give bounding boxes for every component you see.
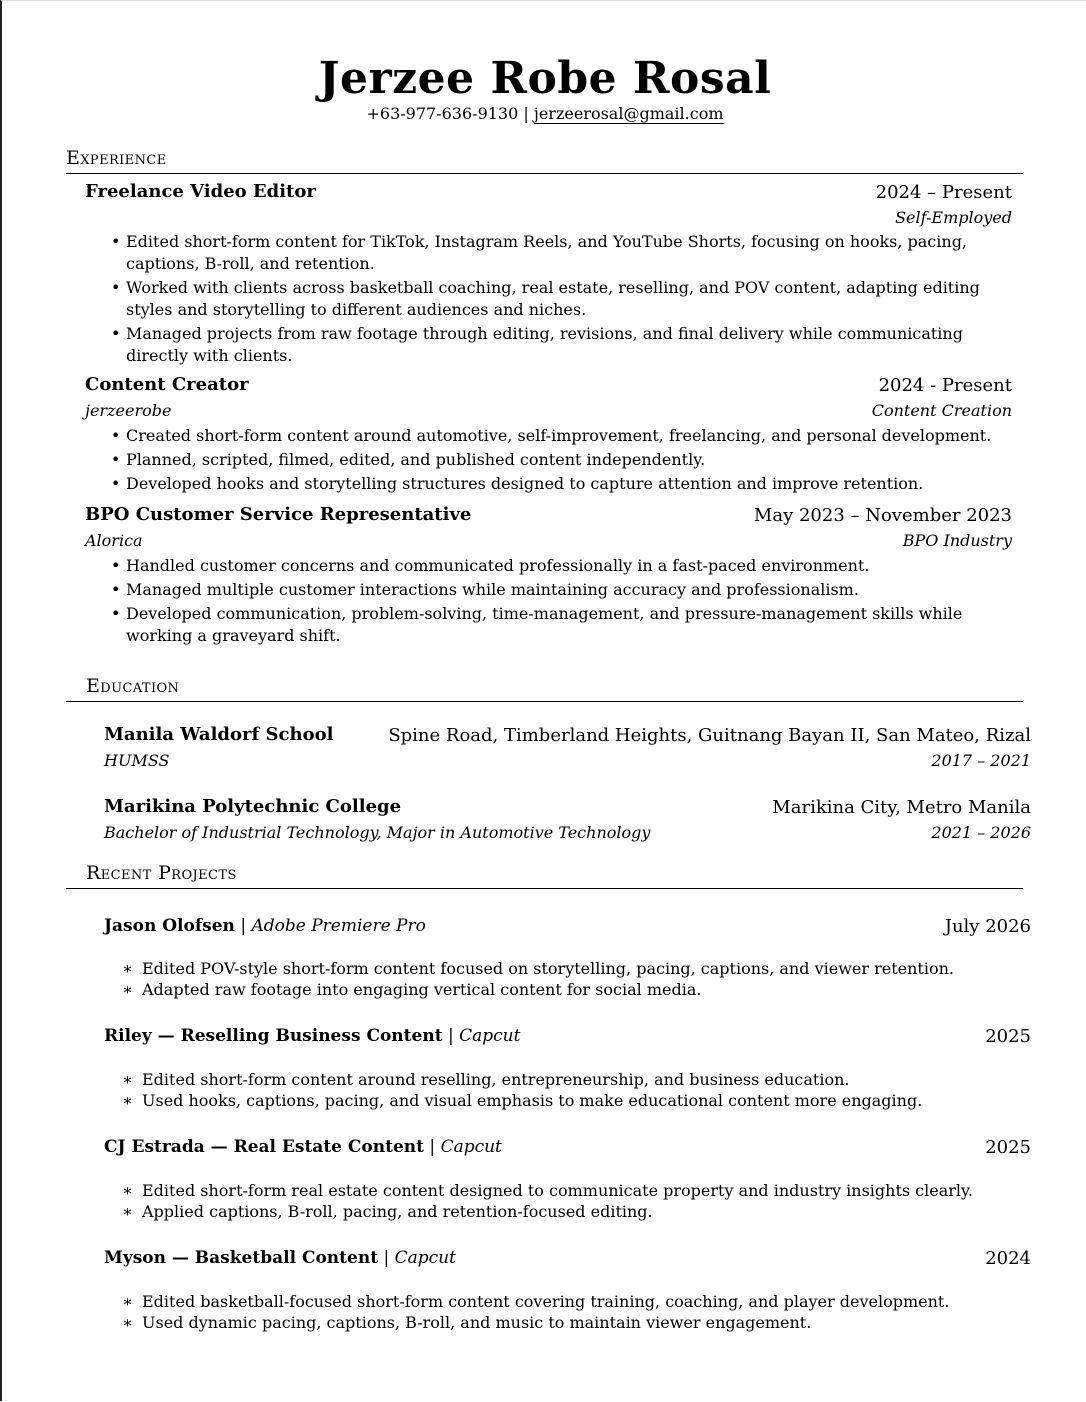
section-title-projects: Recent Projects	[86, 862, 237, 884]
job-meta: Content Creation	[871, 401, 1012, 420]
project-heading: CJ Estrada — Real Estate Content | Capcut	[104, 1137, 502, 1157]
bullet-item: • Managed projects from raw footage through editing, revisions, and final delivery while communicating directly with clients.	[108, 323, 1028, 367]
section-rule	[66, 173, 1023, 174]
contact-line	[2, 104, 1086, 123]
project-heading: Riley — Reselling Business Content | Capcut	[104, 1026, 521, 1046]
bullet-item: • Developed hooks and storytelling structures designed to capture attention and improve retention.	[108, 473, 1028, 495]
bullet-item: • Managed multiple customer interactions while maintaining accuracy and professionalism.	[108, 579, 1028, 601]
job-meta: BPO Industry	[902, 531, 1012, 550]
project-tool: Capcut	[459, 1026, 521, 1046]
bullet-item: • Created short-form content around automotive, self-improvement, freelancing, and personal development.	[108, 425, 1028, 447]
project-name: Myson — Basketball Content	[104, 1248, 379, 1268]
project-date: 2025	[985, 1137, 1031, 1158]
phone-number: +63-977-636-9130	[366, 104, 519, 123]
project-bullets	[122, 1291, 949, 1333]
bullet-item: ∗ Used dynamic pacing, captions, B-roll, and music to maintain viewer engagement.	[122, 1312, 949, 1333]
bullet-item: ∗ Adapted raw footage into engaging vertical content for social media.	[122, 979, 954, 1000]
section-rule	[66, 701, 1023, 702]
project-heading: Jason Olofsen | Adobe Premiere Pro	[104, 916, 426, 936]
job-meta: Self-Employed	[895, 208, 1012, 227]
school-dates: 2021 – 2026	[931, 823, 1031, 842]
project-tool: Capcut	[394, 1248, 456, 1268]
bullet-item: ∗ Used hooks, captions, pacing, and visual emphasis to make educational content more engaging.	[122, 1090, 922, 1111]
section-title-education: Education	[86, 675, 180, 697]
project-tool: Capcut	[440, 1137, 502, 1157]
school-program: HUMSS	[104, 751, 170, 770]
school-location: Spine Road, Timberland Heights, Guitnang Bayan II, San Mateo, Rizal	[388, 725, 1031, 746]
job-role: Content Creator	[85, 374, 249, 395]
project-date: July 2026	[944, 916, 1031, 937]
bullet-item: • Worked with clients across basketball coaching, real estate, reselling, and POV content, adapting editing styles and storytelling to different audiences and niches.	[108, 277, 1028, 321]
project-date: 2025	[985, 1026, 1031, 1047]
candidate-name: Jerzee Robe Rosal	[318, 53, 772, 104]
project-name: CJ Estrada — Real Estate Content	[104, 1137, 425, 1157]
bullet-item: • Handled customer concerns and communicated professionally in a fast-paced environment.	[108, 555, 1028, 577]
bullet-item: • Developed communication, problem-solving, time-management, and pressure-management skills while working a graveyard shift.	[108, 603, 1028, 647]
section-rule	[66, 888, 1023, 889]
school-name: Manila Waldorf School	[104, 724, 334, 745]
bullet-item: ∗ Edited short-form content around reselling, entrepreneurship, and business education.	[122, 1069, 922, 1090]
bullet-item: ∗ Edited basketball-focused short-form content covering training, coaching, and player development.	[122, 1291, 949, 1312]
job-bullets	[108, 425, 1028, 497]
job-dates: 2024 - Present	[878, 375, 1012, 396]
project-bullets	[122, 958, 954, 1000]
bullet-item: ∗ Applied captions, B-roll, pacing, and retention-focused editing.	[122, 1201, 973, 1222]
bullet-item: ∗ Edited short-form real estate content designed to communicate property and industry insights clearly.	[122, 1180, 973, 1201]
project-heading: Myson — Basketball Content | Capcut	[104, 1248, 456, 1268]
job-org: Alorica	[85, 531, 143, 550]
project-name: Riley — Reselling Business Content	[104, 1026, 443, 1046]
school-location: Marikina City, Metro Manila	[772, 797, 1031, 818]
contact-separator: |	[523, 104, 529, 123]
project-tool: Adobe Premiere Pro	[251, 916, 426, 936]
school-program: Bachelor of Industrial Technology, Major in Automotive Technology	[104, 823, 651, 842]
email-link[interactable]: jerzeerosal@gmail.com	[533, 104, 724, 123]
bullet-item: • Planned, scripted, filmed, edited, and published content independently.	[108, 449, 1028, 471]
school-dates: 2017 – 2021	[931, 751, 1031, 770]
section-title-experience: Experience	[66, 147, 167, 169]
bullet-item: ∗ Edited POV-style short-form content focused on storytelling, pacing, captions, and viewer retention.	[122, 958, 954, 979]
job-bullets	[108, 231, 1028, 369]
bullet-item: • Edited short-form content for TikTok, Instagram Reels, and YouTube Shorts, focusing on hooks, pacing, captions, B-roll, and retention.	[108, 231, 1028, 275]
school-name: Marikina Polytechnic College	[104, 796, 402, 817]
job-bullets	[108, 555, 1028, 649]
project-bullets	[122, 1069, 922, 1111]
job-role: Freelance Video Editor	[85, 181, 316, 202]
job-dates: 2024 – Present	[875, 182, 1012, 203]
job-org: jerzeerobe	[85, 401, 172, 420]
project-bullets	[122, 1180, 973, 1222]
job-dates: May 2023 – November 2023	[753, 505, 1012, 526]
job-role: BPO Customer Service Representative	[85, 504, 472, 525]
project-name: Jason Olofsen	[104, 916, 235, 936]
project-date: 2024	[985, 1248, 1031, 1269]
